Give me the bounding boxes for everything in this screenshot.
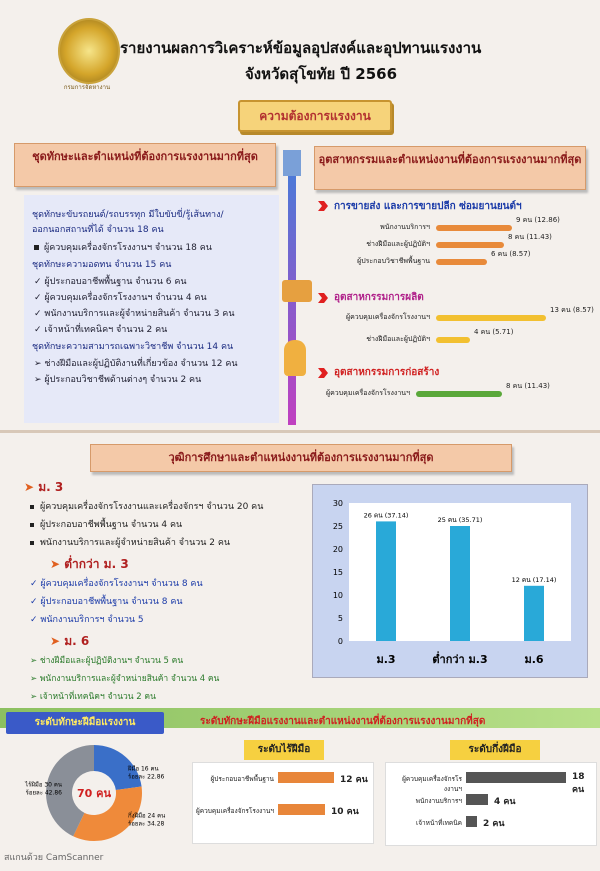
data-label: 25 คน (35.71): [437, 516, 483, 524]
list-item: พนักงานบริการและผู้จำหน่ายสินค้า จำนวน 2 คน: [30, 534, 263, 552]
skill-line: ชุดทักษะความสามารถเฉพาะวิชาชีพ จำนวน 14 คน: [32, 342, 234, 352]
y-tick-label: 5: [337, 614, 343, 623]
y-tick-label: 0: [337, 637, 343, 646]
bar: [376, 521, 396, 641]
bar: [278, 772, 334, 783]
pie-label: ฝีมือ 16 คน: [128, 765, 159, 773]
bar-label: ผู้ประกอบอาชีพพื้นฐาน: [210, 775, 274, 783]
data-label: 26 คน (37.14): [363, 511, 409, 520]
bar-label: ผู้ควบคุมเครื่องจักรโรงงานฯ: [195, 807, 274, 815]
list-item: ผู้ประกอบอาชีพพื้นฐาน จำนวน 4 คน: [30, 516, 263, 534]
pie-chart-svg: [24, 738, 194, 848]
arrow-icon: ➢: [34, 375, 45, 385]
bar-value-label: 8 คน (11.43): [506, 382, 550, 390]
arrow-icon: ➢: [34, 359, 45, 369]
x-tick-label: ม.6: [524, 653, 544, 666]
bar-value-label: 10 คน: [331, 807, 359, 817]
y-tick-label: 25: [332, 522, 343, 531]
check-icon: ✓: [34, 325, 45, 335]
skill-line: ออกนอกสถานที่ได้ จำนวน 18 คน: [32, 225, 164, 235]
x-tick-label: ม.3: [376, 653, 396, 666]
bar-row: [320, 250, 590, 273]
list-item: ➢ ช่างฝีมือและผู้ปฏิบัติงานฯ จำนวน 5 คน: [30, 656, 184, 666]
skill-pie-chart: [24, 738, 194, 848]
y-tick-label: 30: [332, 499, 343, 508]
section-banner: ความต้องการแรงงาน: [238, 100, 392, 132]
bar-label: พนักงานบริการฯ: [415, 797, 462, 805]
bar-value-label: 6 คน (8.57): [491, 250, 531, 258]
edu-m6-title: ➤ ม. 6: [50, 634, 90, 648]
chevron-right-icon: [318, 293, 328, 303]
unskilled-bars: [192, 768, 372, 838]
bar: [436, 259, 487, 265]
edu-m3-list: [30, 498, 263, 552]
list-item: ➢ เจ้าหน้าที่เทคนิคฯ จำนวน 2 คน: [30, 692, 156, 702]
bar: [466, 794, 488, 805]
unskilled-title: ระดับไร้ฝีมือ: [244, 740, 324, 760]
industry-title: อุตสาหกรรมการก่อสร้าง: [334, 367, 440, 378]
page-subtitle: จังหวัดสุโขทัย ปี 2566: [245, 65, 398, 83]
education-bar-chart: [312, 484, 588, 678]
seal-caption: กรมการจัดหางาน: [63, 84, 111, 91]
factory-icon: [282, 280, 312, 302]
industry-bars-construction: [320, 382, 590, 424]
edu-m3-title: ➤ ม. 3: [24, 480, 64, 494]
chevron-right-icon: ➤: [50, 634, 65, 648]
list-item: ✓ ผู้ประกอบอาชีพพื้นฐาน จำนวน 8 คน: [30, 597, 183, 607]
pie-label: ร้อยละ 22.86: [128, 773, 165, 781]
check-icon: ✓: [34, 293, 45, 303]
bar-value-label: 4 คน (5.71): [474, 328, 514, 336]
list-item: ➢ พนักงานบริการและผู้จำหน่ายสินค้า จำนวน 4 คน: [30, 674, 220, 684]
edu-below-m3-title: ➤ ต่ำกว่า ม. 3: [50, 557, 129, 571]
y-tick-label: 10: [332, 591, 343, 600]
bar-label: พนักงานบริการฯ: [380, 223, 430, 231]
skill-level-label: ระดับทักษะฝีมือแรงงาน: [6, 712, 164, 734]
list-item: ✓ ผู้ควบคุมเครื่องจักรโรงงานฯ จำนวน 8 คน: [30, 579, 203, 589]
pie-label: ร้อยละ 42.86: [25, 789, 62, 797]
skill-line: ชุดทักษะขับรถยนต์/รถบรรทุก มีใบขับขี่/รู้เส้นทาง/: [32, 210, 224, 220]
skill-line: ชุดทักษะความอดทน จำนวน 15 คน: [32, 260, 172, 270]
bar-label: ผู้ควบคุมเครื่องจักรโรงงานฯ: [325, 389, 410, 397]
skill-level-title: ระดับทักษะฝีมือแรงงานและตำแหน่งงานที่ต้องการแรงงานมากที่สุด: [200, 716, 486, 727]
bar-value-label: 13 คน (8.57): [550, 306, 594, 314]
bar-label: ผู้ควบคุมเครื่องจักรโรงงานฯ: [345, 313, 430, 321]
bar-value-label: 2 คน: [483, 819, 505, 829]
right-section-header: อุตสาหกรรมและตำแหน่งงานที่ต้องการแรงงานมากที่สุด: [314, 146, 586, 190]
list-item: ✓ พนักงานบริการฯ จำนวน 5: [30, 615, 144, 625]
industry-bars-retail: [320, 216, 590, 282]
pie-label: ร้อยละ 34.28: [128, 820, 165, 828]
semiskilled-title: ระดับกึ่งฝีมือ: [450, 740, 540, 760]
industry-title: การขายส่ง และการขายปลีก ซ่อมยานยนต์ฯ: [334, 201, 522, 212]
skill-item: ผู้ควบคุมเครื่องจักรโรงงานฯ จำนวน 18 คน: [34, 240, 212, 254]
bar-value-label: 18 คน: [572, 772, 585, 795]
check-icon: ✓: [34, 277, 45, 287]
skill-item: ✓ พนักงานบริการและผู้จำหน่ายสินค้า จำนวน 3 คน: [34, 309, 235, 319]
industry-bars-manufacturing: [320, 306, 594, 358]
y-tick-label: 20: [332, 545, 343, 554]
list-item: ผู้ควบคุมเครื่องจักรโรงงานและเครื่องจักรฯ จำนวน 20 คน: [30, 498, 263, 516]
pie-center-label: 70 คน: [76, 787, 112, 800]
bar-label: เจ้าหน้าที่เทคนิค: [416, 819, 462, 827]
chevron-right-icon: ➤: [24, 480, 39, 494]
ministry-seal-logo: [58, 18, 120, 84]
x-tick-label: ต่ำกว่า ม.3: [432, 653, 488, 666]
skill-item: ✓ ผู้ควบคุมเครื่องจักรโรงงานฯ จำนวน 4 คน: [34, 293, 207, 303]
bar-row: [320, 382, 590, 410]
building-icon: [283, 150, 301, 176]
bar: [524, 586, 544, 641]
page-title: รายงานผลการวิเคราะห์ข้อมูลอุปสงค์และอุปทานแรงงาน: [120, 39, 482, 57]
left-section-header: ชุดทักษะและตำแหน่งที่ต้องการแรงงานมากที่สุด: [14, 143, 276, 187]
chevron-right-icon: ➤: [50, 557, 65, 571]
data-label: 12 คน (17.14): [511, 575, 557, 584]
section-divider: [0, 430, 600, 433]
pie-label: กึ่งฝีมือ 24 คน: [128, 812, 166, 820]
worker-icon: [284, 340, 306, 376]
bar: [436, 337, 470, 343]
skill-item: ✓ เจ้าหน้าที่เทคนิคฯ จำนวน 2 คน: [34, 325, 168, 335]
bar-label: ผู้ควบคุมเครื่องจักรโรงงานฯ: [402, 775, 462, 793]
skill-item: ➢ ผู้ประกอบวิชาชีพด้านต่างๆ จำนวน 2 คน: [34, 375, 202, 385]
bar: [450, 526, 470, 641]
y-tick-label: 15: [332, 568, 343, 577]
bar: [466, 816, 477, 827]
bullet-icon: [34, 245, 39, 250]
bar-value-label: 4 คน: [494, 797, 516, 807]
edu-below-m3-list: [30, 575, 203, 629]
chevron-right-icon: [318, 201, 328, 211]
bar-label: ช่างฝีมือและผู้ปฏิบัติฯ: [366, 240, 430, 248]
chevron-right-icon: [318, 368, 328, 378]
bar-label: ช่างฝีมือและผู้ปฏิบัติฯ: [366, 335, 430, 343]
edu-m6-list: [30, 652, 219, 706]
bar-value-label: 8 คน (11.43): [508, 233, 552, 241]
bar: [436, 225, 512, 231]
bar: [416, 391, 502, 397]
education-header: วุฒิการศึกษาและตำแหน่งงานที่ต้องการแรงงานมากที่สุด: [90, 444, 512, 472]
bar: [466, 772, 566, 783]
pie-label: ไร้ฝีมือ 30 คน: [25, 781, 62, 789]
bar-chart-svg: [313, 485, 587, 677]
bar-label: ผู้ประกอบวิชาชีพพื้นฐาน: [357, 257, 430, 265]
bar: [436, 242, 504, 248]
bar-value-label: 12 คน: [340, 775, 368, 785]
bar: [278, 804, 325, 815]
camscanner-footer: สแกนด้วย CamScanner: [4, 853, 104, 863]
semiskilled-bars: [385, 768, 595, 842]
bar-row: [320, 328, 590, 356]
bar-row: [320, 306, 594, 334]
skill-item: ✓ ผู้ประกอบอาชีพพื้นฐาน จำนวน 6 คน: [34, 277, 187, 287]
check-icon: ✓: [34, 309, 45, 319]
bar-value-label: 9 คน (12.86): [516, 216, 560, 224]
skill-item: ➢ ช่างฝีมือและผู้ปฏิบัติงานที่เกี่ยวข้อง จำนวน 12 คน: [34, 359, 238, 369]
bar: [436, 315, 546, 321]
industry-title: อุตสาหกรรมการผลิต: [334, 292, 424, 303]
bar-row: [320, 233, 590, 256]
